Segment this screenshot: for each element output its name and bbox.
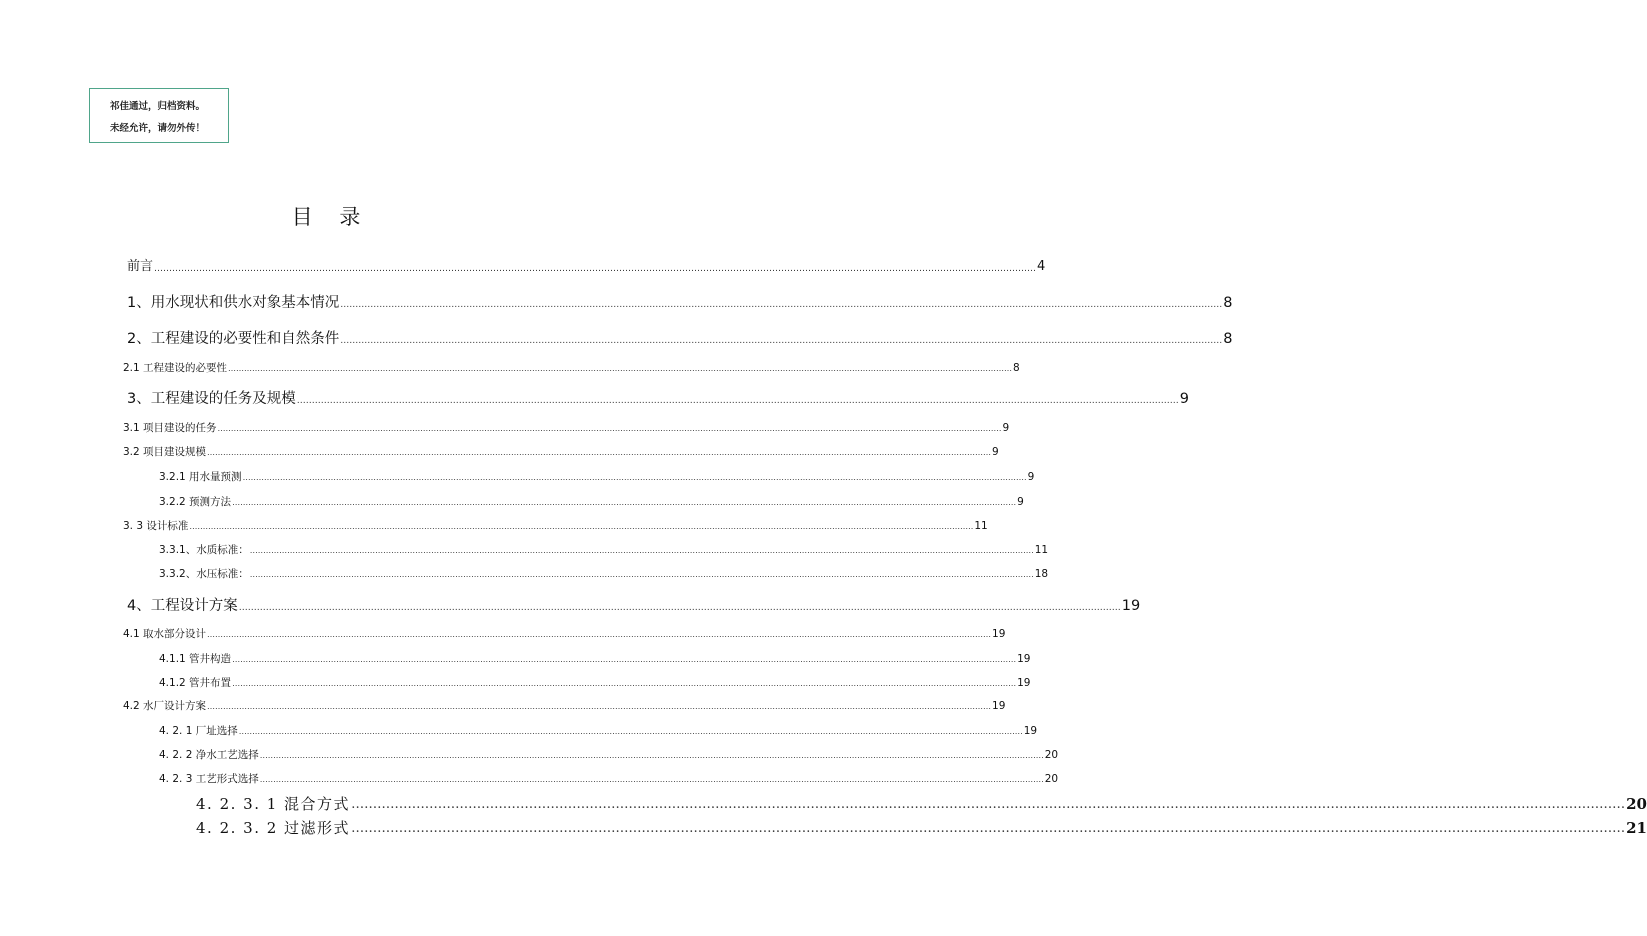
dot-leader: ……………………………………………………………………………………………………………………………………………………………………………………………………………………………………………………………………: [249, 570, 1034, 579]
toc-entry-label: 3.3.1、水质标准：: [159, 544, 249, 556]
dot-leader: ……………………………………………………………………………………………………………………………………………………………………………………………………………………………………………………………………: [238, 603, 1121, 613]
toc-entry-3-2-1[interactable]: [159, 470, 1035, 484]
dot-leader: ……………………………………………………………………………………………………………………………………………………………………………………………………………………………………………………………………: [207, 448, 992, 457]
toc-entry-page: 4: [1037, 259, 1046, 274]
toc-entry-label: 2、工程建设的必要性和自然条件: [127, 331, 340, 347]
toc-entry-page: 19: [1121, 598, 1141, 614]
toc-entry-page: 19: [1017, 677, 1031, 689]
toc-entry-page: 11: [1034, 544, 1049, 556]
toc-entry-label: 4. 2. 3 工艺形式选择: [159, 773, 259, 785]
toc-entry-4-2-1[interactable]: [159, 724, 1038, 738]
toc-entry-label: 3.2.2 预测方法: [159, 496, 232, 508]
dot-leader: ……………………………………………………………………………………………………………………………………………………………………………………………………………………………………………………………………: [296, 396, 1179, 406]
toc-title: 目 录: [291, 205, 371, 229]
dot-leader: ……………………………………………………………………………………………………………………………………………………………………………………………………………………………………………………………………: [238, 727, 1023, 736]
toc-entry-page: 19: [992, 700, 1006, 712]
toc-entry-label: 3.2.1 用水量预测: [159, 471, 242, 483]
dot-leader: ……………………………………………………………………………………………………………………………………………………………………………………………………………………………………………………………………: [340, 300, 1223, 310]
toc-entry-label: 4.1.2 管井布置: [159, 677, 232, 689]
toc-entry-page: 21: [1626, 819, 1647, 837]
toc-entry-label: 1、用水现状和供水对象基本情况: [127, 295, 340, 311]
dot-leader: ……………………………………………………………………………………………………………………………………………………………………………………………………………………………………………………………………: [242, 473, 1027, 482]
dot-leader: ……………………………………………………………………………………………………………………………………………………………………………………………………………………………………………………………………: [228, 364, 1013, 373]
toc-entry-page: 9: [1179, 391, 1189, 407]
toc-entry-page: 8: [1223, 331, 1233, 347]
toc-entry-3-1[interactable]: [123, 421, 1010, 435]
toc-entry-label: 4.1 取水部分设计: [123, 628, 207, 640]
toc-entry-page: 18: [1034, 568, 1049, 580]
toc-entry-page: 20: [1044, 749, 1059, 761]
toc-entry-label: 4.1.1 管井构造: [159, 653, 232, 665]
dot-leader: ……………………………………………………………………………………………………………………………………………………………………………………………………………………………………………………………………: [340, 336, 1223, 346]
dot-leader: ……………………………………………………………………………………………………………………………………………………………………………………………………………………………………………………………………: [351, 797, 1626, 812]
toc-entry-4-2-3-1[interactable]: [196, 794, 1647, 814]
toc-entry-page: 8: [1013, 362, 1020, 374]
toc-entry-label: 4、工程设计方案: [127, 598, 238, 614]
toc-entry-3-3[interactable]: [123, 519, 988, 533]
toc-entry-page: 11: [974, 520, 988, 532]
dot-leader: ……………………………………………………………………………………………………………………………………………………………………………………………………………………………………………………………………: [232, 655, 1017, 664]
toc-entry-label: 4. 2. 1 厂址选择: [159, 725, 238, 737]
dot-leader: ……………………………………………………………………………………………………………………………………………………………………………………………………………………………………………………………………: [232, 498, 1017, 507]
toc-entry-1[interactable]: [127, 293, 1233, 313]
dot-leader: ……………………………………………………………………………………………………………………………………………………………………………………………………………………………………………………………………: [259, 775, 1044, 784]
toc-entry-page: 9: [1027, 471, 1035, 483]
dot-leader: ……………………………………………………………………………………………………………………………………………………………………………………………………………………………………………………………………: [189, 522, 974, 531]
toc-entry-2-1[interactable]: [123, 361, 1020, 375]
toc-entry-4-2-2[interactable]: [159, 748, 1059, 762]
toc-entry-preface[interactable]: [127, 258, 1046, 276]
toc-entry-4-1-2[interactable]: [159, 676, 1031, 690]
toc-entry-page: 8: [1223, 295, 1233, 311]
toc-entry-page: 9: [1017, 496, 1024, 508]
dot-leader: ……………………………………………………………………………………………………………………………………………………………………………………………………………………………………………………………………: [232, 679, 1017, 688]
toc-entry-page: 9: [992, 446, 999, 458]
toc-entry-page: 20: [1044, 773, 1059, 785]
toc-entry-label: 3. 3 设计标准: [123, 520, 189, 532]
toc-entry-label: 4. 2. 2 净水工艺选择: [159, 749, 259, 761]
toc-entry-label: 3.3.2、水压标准：: [159, 568, 249, 580]
toc-entry-3[interactable]: [127, 389, 1189, 409]
toc-entry-label: 2.1 工程建设的必要性: [123, 362, 228, 374]
toc-entry-3-3-1[interactable]: [159, 543, 1049, 557]
stamp-line-1: 祁佳通过，归档资料。: [110, 101, 206, 112]
toc-entry-label: 3.1 项目建设的任务: [123, 422, 217, 434]
toc-entry-label: 前言: [127, 259, 154, 274]
stamp-line-2: 未经允许，请勿外传！: [110, 123, 206, 134]
toc-entry-label: 3.2 项目建设规模: [123, 446, 207, 458]
dot-leader: ……………………………………………………………………………………………………………………………………………………………………………………………………………………………………………………………………: [154, 264, 1037, 274]
toc-entry-page: 19: [1023, 725, 1038, 737]
dot-leader: ……………………………………………………………………………………………………………………………………………………………………………………………………………………………………………………………………: [249, 546, 1034, 555]
toc-entry-2[interactable]: [127, 329, 1233, 349]
toc-entry-4[interactable]: [127, 596, 1141, 616]
toc-entry-page: 19: [992, 628, 1006, 640]
dot-leader: ……………………………………………………………………………………………………………………………………………………………………………………………………………………………………………………………………: [207, 702, 992, 711]
toc-entry-page: 20: [1626, 795, 1647, 813]
toc-entry-3-2[interactable]: [123, 445, 999, 459]
toc-entry-4-2-3-2[interactable]: [196, 818, 1647, 838]
toc-entry-page: 9: [1002, 422, 1010, 434]
dot-leader: ……………………………………………………………………………………………………………………………………………………………………………………………………………………………………………………………………: [217, 424, 1002, 433]
toc-entry-4-1-1[interactable]: [159, 652, 1031, 666]
toc-entry-label: 4. 2. 3. 2 过滤形式: [196, 819, 351, 837]
toc-entry-3-2-2[interactable]: [159, 495, 1024, 509]
approval-stamp: [89, 88, 229, 143]
toc-entry-page: 19: [1017, 653, 1031, 665]
dot-leader: ……………………………………………………………………………………………………………………………………………………………………………………………………………………………………………………………………: [207, 630, 992, 639]
dot-leader: ……………………………………………………………………………………………………………………………………………………………………………………………………………………………………………………………………: [259, 751, 1044, 760]
toc-entry-4-2-3[interactable]: [159, 772, 1059, 786]
toc-entry-4-2[interactable]: [123, 699, 1006, 713]
toc-entry-label: 4. 2. 3. 1 混合方式: [196, 795, 351, 813]
toc-entry-3-3-2[interactable]: [159, 567, 1049, 581]
toc-entry-4-1[interactable]: [123, 627, 1006, 641]
toc-entry-label: 3、工程建设的任务及规模: [127, 391, 296, 407]
toc-entry-label: 4.2 水厂设计方案: [123, 700, 207, 712]
dot-leader: ……………………………………………………………………………………………………………………………………………………………………………………………………………………………………………………………………: [351, 821, 1626, 836]
